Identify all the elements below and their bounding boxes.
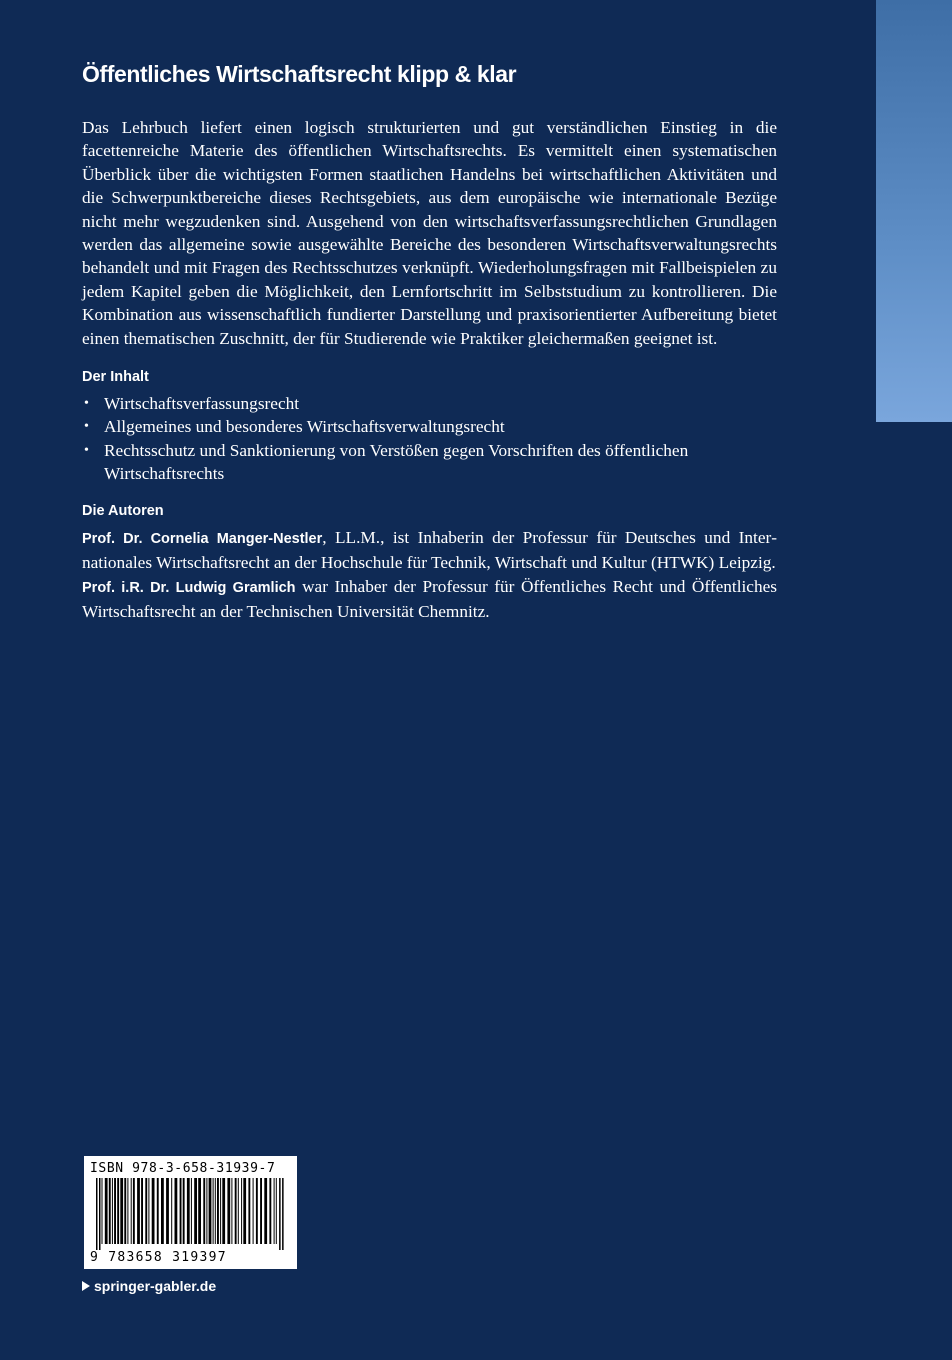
authors-heading: Die Autoren [82,502,164,519]
barcode-bar [114,1178,116,1244]
barcode-bar [269,1178,271,1244]
barcode-bar [187,1178,190,1244]
barcode-bar [241,1178,242,1244]
barcode-bar [231,1178,232,1244]
barcode-bar [206,1178,207,1244]
author-name: Prof. Dr. Cornelia Manger-Nestler [82,530,323,547]
barcode-bar [217,1178,219,1244]
barcode-bar [274,1178,275,1244]
contents-item [82,392,777,415]
barcode-bar [137,1178,140,1244]
barcode-bar [191,1178,192,1244]
contents-item-text: Rechtsschutz und Sanktionierung von Verstößen gegen Vorschriften des öffentlichen Wirtschaftsrechts [104,440,689,484]
contents-item [82,415,777,438]
barcode-bar [220,1178,221,1244]
barcode-bar [238,1178,239,1244]
barcode-bar [133,1178,135,1244]
barcode-bar [145,1178,147,1244]
cover-content [82,58,777,623]
barcode-bar [141,1178,143,1244]
publisher-link[interactable] [82,1278,216,1294]
barcode-bar [131,1178,132,1244]
book-description: Das Lehrbuch liefert einen logisch strukturierten und gut verständlichen Einstieg in die facettenreiche Materie des öffentlichen Wirtschaftsrechts. Es vermittelt einen systematischen Überblick über die wichtigsten Formen staatlichen Handelns bei wirtschaftlichen Aktivitäten und die Schwerpunktbereiche dieses Rechtsgebiets, aus dem europäische wie internationale Bezüge nicht mehr wegzudenken sind. Ausgehend von den wirtschaftsverfassungsrechtlichen Grundlagen werden das allgemeine sowie ausgewählte Bereiche des besonderen Wirtschaftsverwaltungsrechts behandelt und mit Fragen des Rechtsschutzes verknüpft. Wiederholungsfragen mit Fallbeispielen zu jedem Kapitel geben die Möglichkeit, den Lernfortschritt im Selbststudium zu kontrollieren. Die Kombination aus wissenschaftlich fundierter Darstellung und praxisorientierter Aufbereitung bietet einen thematischen Zuschnitt, der für Studierende wie Praktiker gleichermaßen geeignet ist. [82,118,777,348]
bullet-icon: • [84,419,89,435]
author-name: Prof. i.R. Dr. Ludwig Gramlich [82,579,296,596]
author-entry [82,575,777,624]
barcode-bar [109,1178,111,1244]
barcode-bar [227,1178,230,1244]
barcode-bar [157,1178,159,1244]
barcode-bar [222,1178,225,1244]
barcode-bar [194,1178,197,1244]
barcode-bar [171,1178,172,1244]
isbn-label: ISBN 978-3-658-31939-7 [90,1161,276,1176]
barcode-bars [90,1178,291,1250]
barcode-bar [102,1178,103,1244]
bullet-icon: • [84,442,89,458]
author-entry [82,526,777,575]
publisher-url: springer-gabler.de [94,1278,217,1294]
barcode-bar [253,1178,254,1244]
barcode-bar [175,1178,178,1244]
barcode-bar [264,1178,267,1244]
barcode-bar [166,1178,169,1244]
bullet-icon: • [84,396,89,412]
barcode-bar [203,1178,205,1244]
barcode-bar [99,1178,101,1250]
barcode-bar [198,1178,201,1244]
barcode-bar [105,1178,108,1244]
accent-color-bar [876,0,952,422]
contents-heading: Der Inhalt [82,369,149,386]
barcode-bar [282,1178,284,1250]
barcode-bar [152,1178,155,1244]
barcode-bar [248,1178,250,1244]
barcode-bar [96,1178,98,1250]
barcode-bar [161,1178,164,1244]
barcode-bar [260,1178,262,1244]
barcode-bar [183,1178,185,1244]
barcode-bar [279,1178,281,1250]
barcode-bar [215,1178,216,1244]
barcode-bar [117,1178,119,1244]
contents-item-text: Wirtschaftsverfassungsrecht [104,394,300,414]
isbn-barcode [84,1156,297,1269]
author-bio: war Inhaber der Professur für Öffentliches Recht und Öffentliches Wirtschaftsrecht an der Technischen Universität Chemnitz. [82,576,778,621]
barcode-bar [235,1178,237,1244]
barcode-bar [256,1178,258,1244]
arrow-right-icon [82,1281,90,1291]
contents-item [82,439,777,486]
barcode-digits: 9 783658 319397 [90,1250,227,1265]
barcode-bar [243,1178,246,1244]
book-title: Öffentliches Wirtschaftsrecht klipp & klar [82,61,517,87]
contents-list [82,392,777,486]
barcode-bar [209,1178,212,1244]
barcode-bar [213,1178,214,1244]
author-bio: , LL.M., ist Inhaberin der Professur für Deutsches und Internationales Wirtschaftsrecht an der Hochschule für Technik, Wirtschaft und Kultur (HTWK) Leipzig. [82,527,778,573]
barcode-bar [127,1178,128,1244]
barcode-bar [180,1178,182,1244]
contents-item-text: Allgemeines und besonderes Wirtschaftsverwaltungsrecht [104,417,505,437]
barcode-bar [112,1178,113,1244]
barcode-bar [124,1178,126,1244]
barcode-bar [120,1178,123,1244]
barcode-bar [148,1178,149,1244]
barcode-bar [276,1178,277,1244]
